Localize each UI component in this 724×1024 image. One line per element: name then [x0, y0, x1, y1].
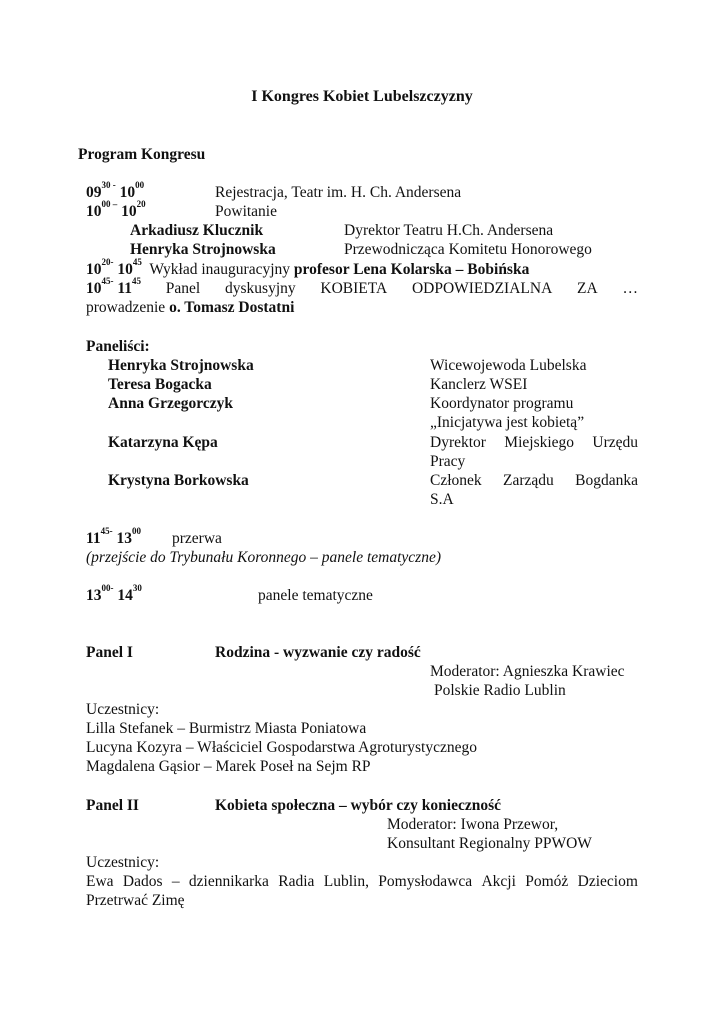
- break-time: $11^{45-}$ $13^{00}$: [86, 526, 142, 547]
- panel1-participants-label: Uczestnicy:: [86, 701, 160, 718]
- panel2-label: Panel II: [86, 797, 139, 814]
- panelist-name: Henryka Strojnowska: [108, 357, 254, 374]
- schedule-time: $09^{30 -}$ $10^{00}$: [86, 180, 145, 201]
- schedule-time: $10^{00 -}$ $10^{20}$: [86, 199, 146, 220]
- panelist-role: Kanclerz WSEI: [430, 376, 528, 393]
- panelist-role: Wicewojewoda Lubelska: [430, 357, 587, 374]
- panel2-participant: Ewa Dados – dziennikarka Radia Lublin, Pomysłodawca Akcji Pomóż Dzieciom: [86, 873, 638, 890]
- thematic-label: panele tematyczne: [258, 587, 373, 604]
- panel-discussion-line: $10^{45-}$ $11^{45}$ Panel dyskusyjny KOBIETA ODPOWIEDZIALNA ZA …: [86, 276, 638, 297]
- panel1-moderator-org: Polskie Radio Lublin: [434, 682, 566, 699]
- welcome-person-role: Dyrektor Teatru H.Ch. Andersena: [344, 222, 554, 239]
- panelist-role: Dyrektor Miejskiego Urzędu: [430, 434, 638, 451]
- panel2-participant-cont: Przetrwać Zimę: [86, 892, 185, 909]
- thematic-time: $13^{00-}$ $14^{30}$: [86, 583, 142, 604]
- welcome-person-name: Henryka Strojnowska: [130, 241, 276, 258]
- panelist-name: Katarzyna Kępa: [108, 434, 218, 451]
- panel1-label: Panel I: [86, 644, 133, 661]
- panel1-participant: Lucyna Kozyra – Właściciel Gospodarstwa Agroturystycznego: [86, 739, 477, 756]
- panel1-topic: Rodzina - wyzwanie czy radość: [215, 644, 421, 661]
- schedule-label: Powitanie: [215, 203, 277, 220]
- welcome-person-role: Przewodnicząca Komitetu Honorowego: [344, 241, 592, 258]
- lecture-speaker: profesor Lena Kolarska – Bobińska: [293, 261, 530, 278]
- panel2-moderator: Moderator: Iwona Przewor,: [387, 816, 559, 833]
- document-title: I Kongres Kobiet Lubelszczyzny: [251, 88, 473, 105]
- panelist-role: „Inicjatywa jest kobietą”: [430, 414, 585, 431]
- lecture-line: $10^{20-}$ $10^{45}$ Wykład inauguracyjny profesor Lena Kolarska – Bobińska: [86, 257, 530, 278]
- welcome-person-name: Arkadiusz Klucznik: [130, 222, 264, 239]
- panel-discussion-lead: prowadzenie o. Tomasz Dostatni: [86, 299, 295, 316]
- panelist-name: Anna Grzegorczyk: [108, 395, 233, 412]
- panel1-moderator: Moderator: Agnieszka Krawiec: [430, 663, 625, 680]
- panelist-role: Pracy: [430, 453, 466, 470]
- panelist-name: Krystyna Borkowska: [108, 472, 249, 489]
- panelist-role: Członek Zarządu Bogdanka: [430, 472, 638, 489]
- panelist-name: Teresa Bogacka: [108, 376, 212, 393]
- break-note: (przejście do Trybunału Koronnego – panele tematyczne): [86, 549, 442, 566]
- program-heading: Program Kongresu: [78, 146, 206, 163]
- panel1-participant: Magdalena Gąsior – Marek Poseł na Sejm RP: [86, 758, 371, 775]
- panel2-participants-label: Uczestnicy:: [86, 854, 160, 871]
- panelist-role: S.A: [430, 491, 454, 508]
- panel2-topic: Kobieta społeczna – wybór czy konieczność: [215, 797, 502, 814]
- panelist-role: Koordynator programu: [430, 395, 574, 412]
- break-label: przerwa: [172, 530, 222, 547]
- panel2-moderator-org: Konsultant Regionalny PPWOW: [387, 835, 592, 852]
- panelists-heading: Paneliści:: [86, 338, 150, 355]
- panel1-participant: Lilla Stefanek – Burmistrz Miasta Poniatowa: [86, 720, 367, 737]
- schedule-label: Rejestracja, Teatr im. H. Ch. Andersena: [215, 184, 462, 201]
